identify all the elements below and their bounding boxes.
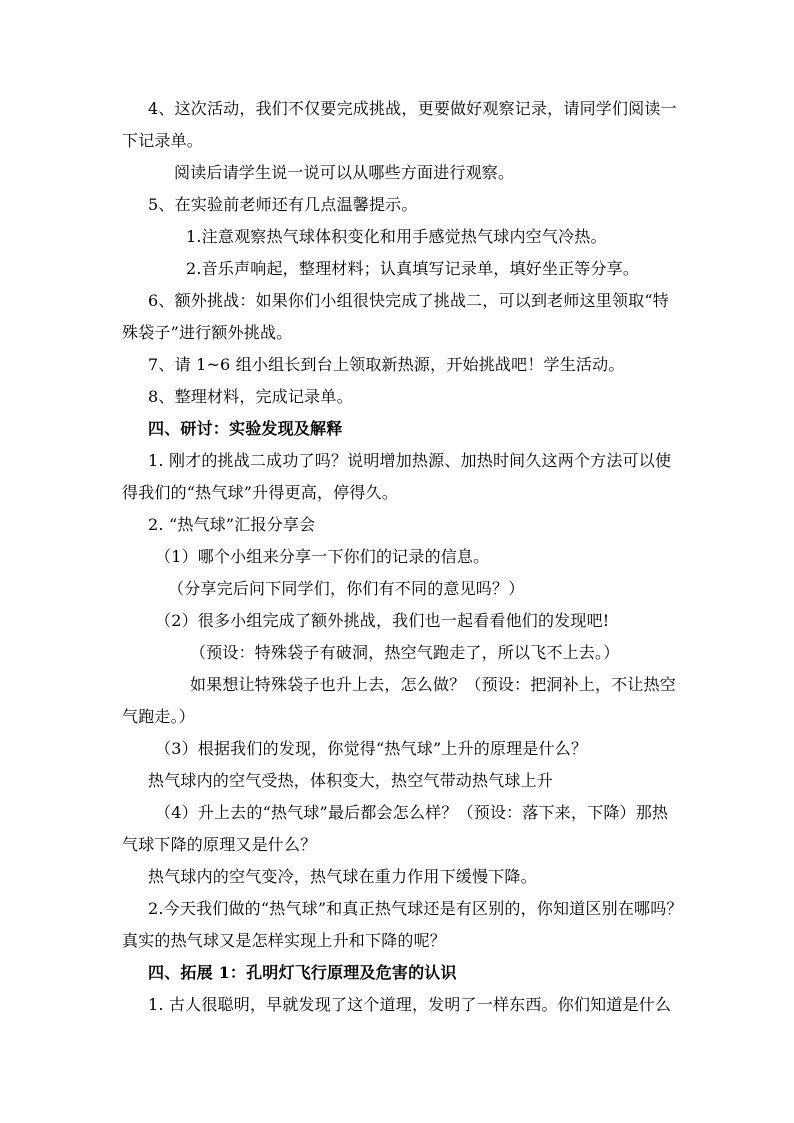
text-line: （2）很多小组完成了额外挑战，我们也一起看看他们的发现吧! bbox=[155, 611, 610, 630]
text-line: 热气球内的空气受热，体积变大，热空气带动热气球上升 bbox=[148, 771, 554, 790]
text-line: 1.注意观察热气球体积变化和用手感觉热气球内空气冷热。 bbox=[186, 227, 607, 246]
text-line: 2. “热气球”汇报分享会 bbox=[148, 515, 316, 534]
text-line: 6、额外挑战：如果你们小组很快完成了挑战二，可以到老师这里领取“特 bbox=[148, 291, 669, 310]
text-line: 2.今天我们做的“热气球”和真正热气球还是有区别的，你知道区别在哪吗？ bbox=[148, 899, 683, 918]
text-line: 1. 刚才的挑战二成功了吗？说明增加热源、加热时间久这两个方法可以使 bbox=[148, 451, 672, 470]
text-line: 7、请 1~6 组小组长到台上领取新热源，开始挑战吧！学生活动。 bbox=[148, 355, 625, 374]
text-line: （预设：特殊袋子有破洞，热空气跑走了，所以飞不上去。） bbox=[190, 643, 620, 662]
text-line: （3）根据我们的发现，你觉得“热气球”上升的原理是什么？ bbox=[155, 739, 588, 758]
text-line: 殊袋子”进行额外挑战。 bbox=[122, 323, 293, 342]
text-line: 如果想让特殊袋子也升上去，怎么做？（预设：把洞补上，不让热空 bbox=[190, 675, 677, 694]
text-line: 5、在实验前老师还有几点温馨提示。 bbox=[148, 195, 418, 214]
text-line: 4、这次活动，我们不仅要完成挑战，更要做好观察记录，请同学们阅读一 bbox=[148, 99, 677, 118]
text-line: 下记录单。 bbox=[122, 131, 204, 150]
text-line: 2.音乐声响起，整理材料；认真填写记录单，填好坐正等分享。 bbox=[186, 259, 640, 278]
text-line: 热气球内的空气变冷，热气球在重力作用下缓慢下降。 bbox=[148, 867, 537, 886]
text-line: （1）哪个小组来分享一下你们的记录的信息。 bbox=[155, 547, 490, 566]
text-line: 气球下降的原理又是什么？ bbox=[122, 835, 317, 854]
section-heading: 四、研讨：实验发现及解释 bbox=[148, 419, 343, 438]
text-line: 阅读后请学生说一说可以从哪些方面进行观察。 bbox=[174, 163, 515, 182]
section-heading: 四、拓展 1：孔明灯飞行原理及危害的认识 bbox=[148, 963, 457, 982]
text-line: 气跑走。） bbox=[122, 707, 196, 726]
text-line: （分享完后问下同学们，你们有不同的意见吗？） bbox=[168, 579, 525, 598]
text-line: 真实的热气球又是怎样实现上升和下降的呢？ bbox=[122, 931, 447, 950]
text-line: 得我们的“热气球”升得更高，停得久。 bbox=[122, 483, 398, 502]
text-line: 1. 古人很聪明，早就发现了这个道理，发明了一样东西。你们知道是什么 bbox=[148, 995, 672, 1014]
text-line: （4）升上去的“热气球”最后都会怎么样？（预设：落下来，下降）那热 bbox=[155, 803, 669, 822]
text-line: 8、整理材料，完成记录单。 bbox=[148, 387, 353, 406]
